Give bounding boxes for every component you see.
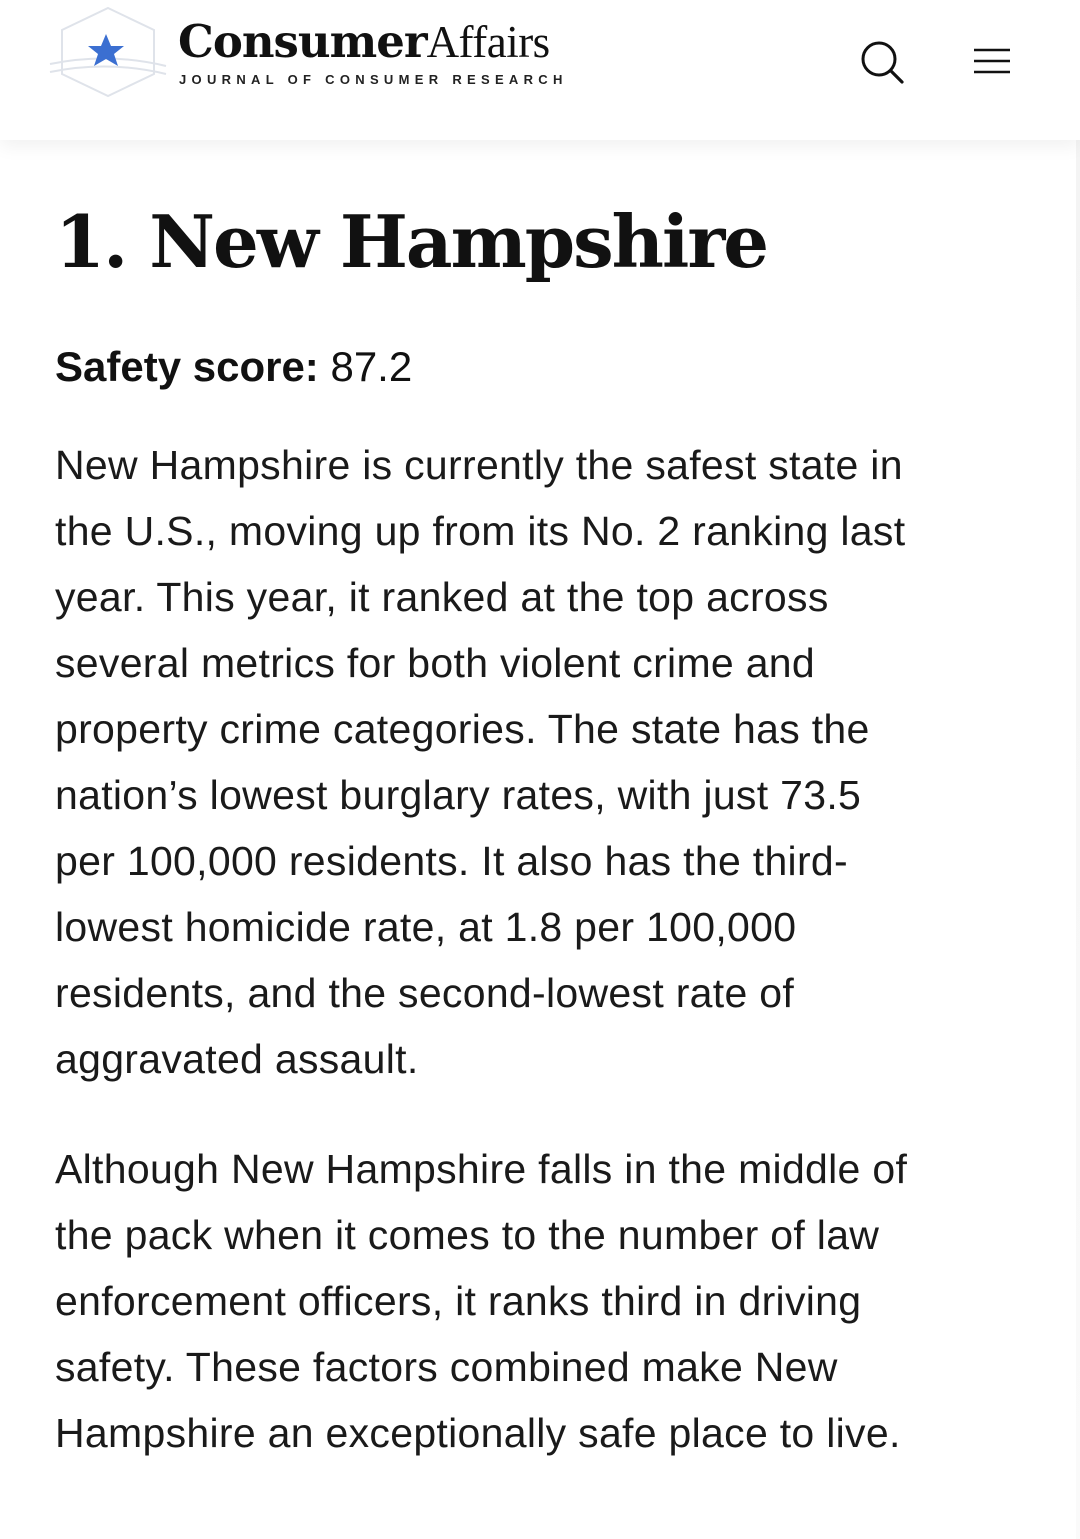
paragraph-line: aggravated assault. [55,1036,419,1082]
paragraph-line: lowest homicide rate, at 1.8 per 100,000 [55,904,797,950]
paragraph-line: per 100,000 residents. It also has the third- [55,838,848,884]
article-body [55,190,1035,1466]
article-title: 1. New Hampshire [55,199,768,284]
paragraph-1 [55,432,1035,1092]
paragraph-line: New Hampshire is currently the safest state in [55,442,903,488]
paragraph-line: several metrics for both violent crime and [55,640,816,686]
safety-score-label: Safety score: [55,343,319,390]
site-logo[interactable] [48,4,608,104]
scroll-edge [1076,140,1080,1539]
safety-score [55,332,1035,402]
paragraph-line: property crime categories. The state has the [55,706,870,752]
hamburger-menu-icon [962,36,1022,88]
menu-button[interactable] [962,36,1022,88]
paragraph-line: residents, and the second-lowest rate of [55,970,795,1016]
paragraph-line: Although New Hampshire falls in the middle of [55,1146,908,1192]
paragraph-line: the U.S., moving up from its No. 2 ranking last [55,508,906,554]
paragraph-line: Hampshire an exceptionally safe place to live. [55,1410,901,1456]
paragraph-line: the pack when it comes to the number of law [55,1212,880,1258]
paragraph-line: nation’s lowest burglary rates, with just 73.5 [55,772,862,818]
star-icon [48,4,168,100]
brand-wordmark [178,16,550,68]
paragraph-2 [55,1136,1035,1466]
paragraph-line: year. This year, it ranked at the top across [55,574,829,620]
brand-light: Affairs [426,17,550,67]
safety-score-value: 87.2 [318,343,413,390]
brand-tagline: JOURNAL OF CONSUMER RESEARCH [179,72,568,87]
site-header [0,0,1080,140]
search-button[interactable] [852,32,912,92]
brand-strong: Consumer [178,15,427,68]
search-icon [852,32,912,92]
paragraph-line: safety. These factors combined make New [55,1344,838,1390]
paragraph-line: enforcement officers, it ranks third in driving [55,1278,862,1324]
